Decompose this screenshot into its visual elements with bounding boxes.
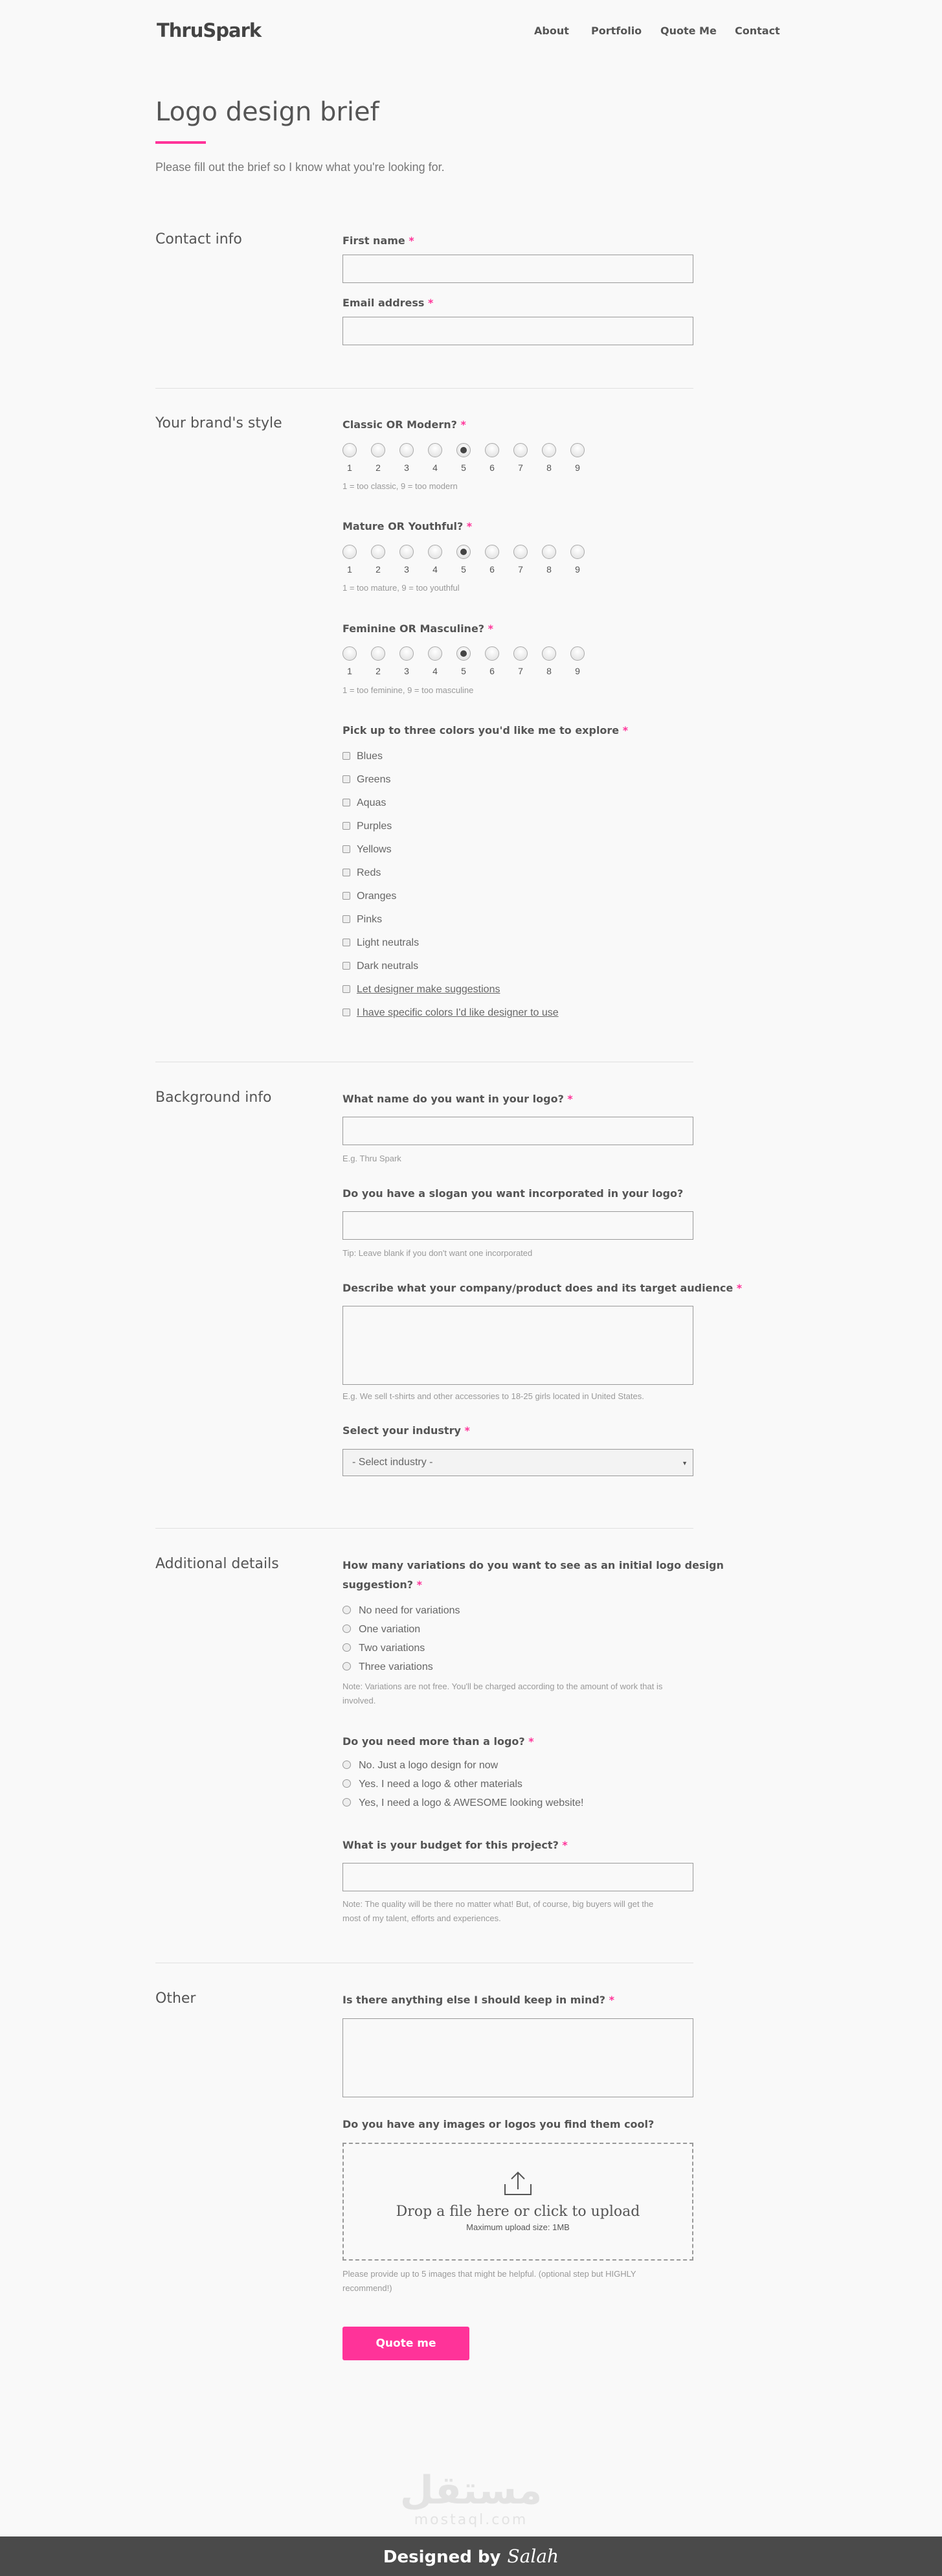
scale-radio-4[interactable] <box>428 646 442 661</box>
scale-radio-5[interactable] <box>456 545 471 559</box>
scale-number: 2 <box>376 564 381 575</box>
email-label: Email address * <box>342 297 434 309</box>
section-divider <box>155 388 693 389</box>
radio-option[interactable] <box>342 1623 420 1636</box>
scale-number: 4 <box>432 564 438 575</box>
radio-option[interactable] <box>342 1797 583 1810</box>
quote-me-button[interactable]: Quote me <box>342 2327 469 2360</box>
colors-label: Pick up to three colors you'd like me to explore * <box>342 724 629 736</box>
designer-signature: Salah <box>507 2546 559 2567</box>
scale-radio-6[interactable] <box>485 545 499 559</box>
describe-hint: E.g. We sell t-shirts and other accessories to 18-25 girls located in United States. <box>342 1391 644 1401</box>
scale-radio-2[interactable] <box>371 646 385 661</box>
scale-radio-2[interactable] <box>371 545 385 559</box>
color-option[interactable] <box>342 1007 559 1020</box>
nav-contact[interactable]: Contact <box>735 25 780 37</box>
variations-note: Note: Variations are not free. You'll be charged according to the amount of work that is involved. <box>342 1681 663 1705</box>
chevron-down-icon: ▼ <box>682 1460 688 1466</box>
budget-input[interactable] <box>342 1863 693 1891</box>
color-option[interactable] <box>342 960 418 973</box>
describe-textarea[interactable] <box>342 1306 693 1385</box>
scale-number: 4 <box>432 462 438 473</box>
scale-radio-4[interactable] <box>428 443 442 457</box>
radio-option[interactable] <box>342 1642 425 1655</box>
checkbox-icon[interactable] <box>342 822 350 830</box>
color-option[interactable] <box>342 867 381 880</box>
scale-radio-9[interactable] <box>570 545 585 559</box>
footer <box>0 2536 942 2576</box>
scale-radio-7[interactable] <box>513 646 528 661</box>
scale-number: 8 <box>546 666 552 676</box>
color-option-label: Let designer make suggestions <box>357 984 500 995</box>
mature-youthful-scale[interactable] <box>342 545 653 577</box>
section-heading-contact: Contact info <box>155 231 242 247</box>
scale-number: 8 <box>546 462 552 473</box>
checkbox-icon[interactable] <box>342 1009 350 1016</box>
classic-modern-scale[interactable] <box>342 443 653 475</box>
site-logo[interactable]: ThruSpark <box>157 19 262 41</box>
color-option-label: I have specific colors I'd like designer to use <box>357 1007 559 1018</box>
file-dropzone[interactable] <box>342 2143 693 2261</box>
scale-radio-7[interactable] <box>513 545 528 559</box>
color-option-label: Greens <box>357 774 391 785</box>
checkbox-icon[interactable] <box>342 985 350 993</box>
email-input[interactable] <box>342 317 693 345</box>
images-label: Do you have any images or logos you find them cool? <box>342 2118 655 2130</box>
scale-radio-1[interactable] <box>342 646 357 661</box>
scale-radio-8[interactable] <box>542 646 556 661</box>
scale-radio-5[interactable] <box>456 443 471 457</box>
color-option[interactable] <box>342 750 383 763</box>
mature-youthful-hint: 1 = too mature, 9 = too youthful <box>342 583 460 593</box>
scale-number: 5 <box>461 462 466 473</box>
radio-icon[interactable] <box>342 1662 351 1670</box>
scale-number: 7 <box>518 462 523 473</box>
checkbox-icon[interactable] <box>342 962 350 970</box>
color-option-label: Dark neutrals <box>357 961 419 972</box>
color-option[interactable] <box>342 797 386 810</box>
first-name-input[interactable] <box>342 255 693 283</box>
color-option-label: Yellows <box>357 844 392 855</box>
nav-portfolio[interactable]: Portfolio <box>591 25 642 37</box>
checkbox-icon[interactable] <box>342 939 350 946</box>
scale-number: 9 <box>575 462 580 473</box>
scale-number: 1 <box>347 462 352 473</box>
describe-label: Describe what your company/product does and its target audience * <box>342 1282 743 1294</box>
slogan-label: Do you have a slogan you want incorporated in your logo? <box>342 1187 684 1200</box>
scale-radio-5[interactable] <box>456 646 471 661</box>
checkbox-icon[interactable] <box>342 775 350 783</box>
radio-option-label: No. Just a logo design for now <box>359 1760 499 1771</box>
radio-option-label: No need for variations <box>359 1605 460 1616</box>
page-intro: Please fill out the brief so I know what you're looking for. <box>155 161 445 174</box>
watermark-arabic: مستقل <box>399 2468 543 2513</box>
color-option-label: Pinks <box>357 914 383 925</box>
color-option[interactable] <box>342 843 392 856</box>
color-option-label: Purples <box>357 821 392 832</box>
scale-number: 9 <box>575 564 580 575</box>
scale-radio-1[interactable] <box>342 443 357 457</box>
checkbox-icon[interactable] <box>342 845 350 853</box>
logo-name-label: What name do you want in your logo? * <box>342 1093 573 1105</box>
radio-icon[interactable] <box>342 1643 351 1652</box>
scale-number: 5 <box>461 564 466 575</box>
more-than-logo-label: Do you need more than a logo? * <box>342 1735 534 1748</box>
scale-number: 3 <box>404 564 409 575</box>
logo-name-hint: E.g. Thru Spark <box>342 1154 401 1163</box>
radio-icon[interactable] <box>342 1779 351 1788</box>
watermark-latin: mostaql.com <box>414 2512 528 2528</box>
feminine-masculine-hint: 1 = too feminine, 9 = too masculine <box>342 685 474 695</box>
scale-radio-4[interactable] <box>428 545 442 559</box>
radio-option[interactable] <box>342 1604 460 1617</box>
scale-number: 1 <box>347 564 352 575</box>
scale-radio-7[interactable] <box>513 443 528 457</box>
scale-number: 9 <box>575 666 580 676</box>
section-heading-additional: Additional details <box>155 1556 279 1572</box>
scale-number: 6 <box>489 564 495 575</box>
scale-number: 6 <box>489 666 495 676</box>
section-heading-background: Background info <box>155 1089 272 1106</box>
scale-radio-9[interactable] <box>570 443 585 457</box>
upload-icon <box>504 2170 532 2196</box>
color-option[interactable] <box>342 983 500 996</box>
industry-label: Select your industry * <box>342 1424 470 1437</box>
checkbox-icon[interactable] <box>342 892 350 900</box>
scale-radio-3[interactable] <box>399 545 414 559</box>
page-title: Logo design brief <box>155 97 379 127</box>
scale-radio-8[interactable] <box>542 545 556 559</box>
scale-number: 3 <box>404 666 409 676</box>
scale-number: 7 <box>518 564 523 575</box>
radio-icon[interactable] <box>342 1624 351 1633</box>
scale-number: 4 <box>432 666 438 676</box>
radio-icon[interactable] <box>342 1606 351 1614</box>
first-name-label: First name * <box>342 234 414 247</box>
scale-radio-8[interactable] <box>542 443 556 457</box>
scale-radio-2[interactable] <box>371 443 385 457</box>
scale-number: 2 <box>376 462 381 473</box>
keep-in-mind-label: Is there anything else I should keep in mind? * <box>342 1994 615 2006</box>
keep-in-mind-textarea[interactable] <box>342 2018 693 2097</box>
radio-option-label: Two variations <box>359 1643 425 1654</box>
industry-select[interactable]: - Select industry - ▼ <box>342 1449 693 1476</box>
budget-note: Note: The quality will be there no matter what! But, of course, big buyers will get the most of my talent, efforts and experiences. <box>342 1899 654 1923</box>
section-heading-brand: Your brand's style <box>155 415 282 431</box>
color-option-label: Blues <box>357 751 383 762</box>
scale-radio-9[interactable] <box>570 646 585 661</box>
section-divider <box>155 1528 693 1529</box>
footer-text: Designed by <box>383 2548 501 2567</box>
logo-name-input[interactable] <box>342 1117 693 1145</box>
feminine-masculine-scale[interactable] <box>342 646 653 679</box>
variations-label: How many variations do you want to see as an initial logo design suggestion? * <box>342 1559 724 1591</box>
scale-number: 8 <box>546 564 552 575</box>
scale-radio-1[interactable] <box>342 545 357 559</box>
radio-option-label: Yes, I need a logo & AWESOME looking website! <box>359 1797 584 1808</box>
radio-option[interactable] <box>342 1661 433 1674</box>
radio-option-label: Yes. I need a logo & other materials <box>359 1779 522 1790</box>
slogan-input[interactable] <box>342 1211 693 1240</box>
color-option[interactable] <box>342 913 382 926</box>
mature-youthful-label: Mature OR Youthful? * <box>342 520 473 532</box>
scale-number: 3 <box>404 462 409 473</box>
color-option-label: Light neutrals <box>357 937 420 948</box>
dropzone-max-size: Maximum upload size: 1MB <box>466 2222 570 2232</box>
color-option-label: Oranges <box>357 891 397 902</box>
scale-radio-3[interactable] <box>399 646 414 661</box>
scale-number: 2 <box>376 666 381 676</box>
classic-modern-hint: 1 = too classic, 9 = too modern <box>342 481 458 491</box>
images-hint: Please provide up to 5 images that might be helpful. (optional step but HIGHLY recommend!) <box>342 2269 636 2293</box>
color-option[interactable] <box>342 937 419 950</box>
checkbox-icon[interactable] <box>342 799 350 806</box>
nav-about[interactable]: About <box>534 25 569 37</box>
classic-modern-label: Classic OR Modern? * <box>342 418 466 431</box>
slogan-hint: Tip: Leave blank if you don't want one incorporated <box>342 1248 533 1258</box>
dropzone-text: Drop a file here or click to upload <box>396 2204 640 2220</box>
scale-number: 5 <box>461 666 466 676</box>
color-option[interactable] <box>342 773 390 786</box>
color-option-label: Aquas <box>357 797 387 808</box>
scale-radio-6[interactable] <box>485 646 499 661</box>
radio-option[interactable] <box>342 1778 522 1791</box>
nav-quote-me[interactable]: Quote Me <box>660 25 717 37</box>
checkbox-icon[interactable] <box>342 752 350 760</box>
radio-icon[interactable] <box>342 1761 351 1769</box>
scale-radio-6[interactable] <box>485 443 499 457</box>
scale-number: 1 <box>347 666 352 676</box>
color-option[interactable] <box>342 820 392 833</box>
radio-option-label: One variation <box>359 1624 421 1635</box>
scale-radio-3[interactable] <box>399 443 414 457</box>
radio-icon[interactable] <box>342 1798 351 1807</box>
feminine-masculine-label: Feminine OR Masculine? * <box>342 622 494 635</box>
color-option[interactable] <box>342 890 396 903</box>
scale-number: 7 <box>518 666 523 676</box>
budget-label: What is your budget for this project? * <box>342 1839 568 1851</box>
scale-number: 6 <box>489 462 495 473</box>
section-heading-other: Other <box>155 1990 196 2007</box>
title-underline <box>155 141 206 144</box>
checkbox-icon[interactable] <box>342 915 350 923</box>
radio-option-label: Three variations <box>359 1661 433 1672</box>
checkbox-icon[interactable] <box>342 869 350 876</box>
radio-option[interactable] <box>342 1759 498 1772</box>
color-option-label: Reds <box>357 867 381 878</box>
